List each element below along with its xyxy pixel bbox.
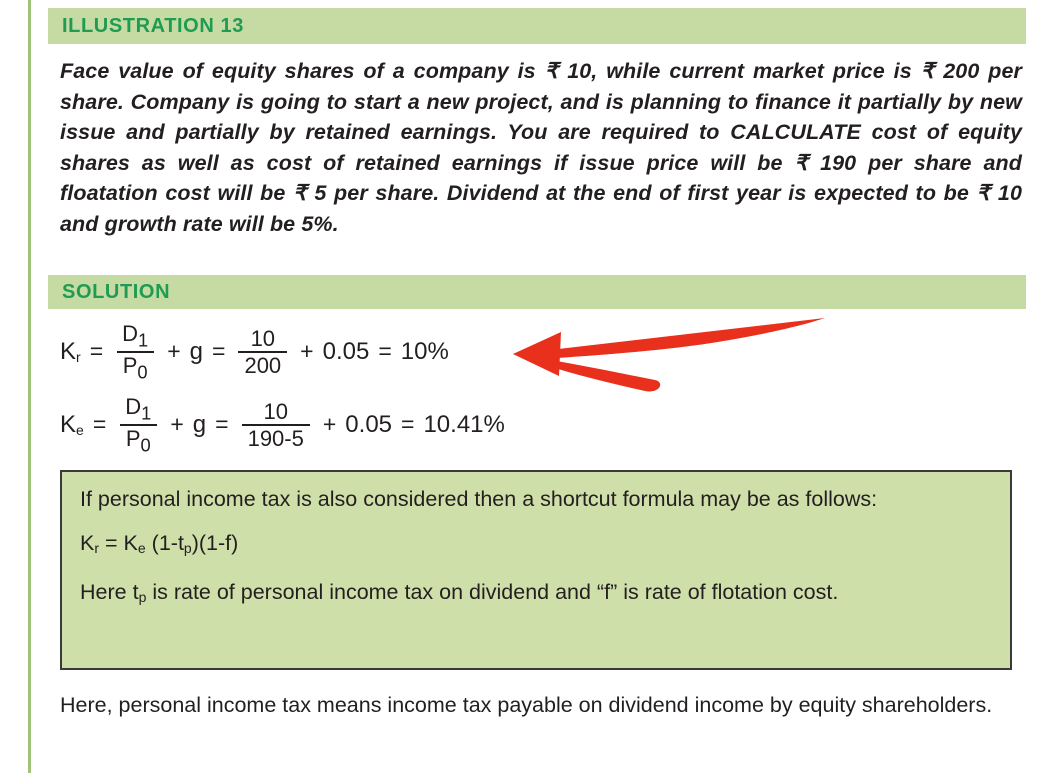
left-margin-rule xyxy=(28,0,31,773)
callout-formula xyxy=(80,528,992,563)
closing-paragraph: Here, personal income tax means income tax payable on dividend income by equity shareholders. xyxy=(60,693,993,717)
callout-equals: = xyxy=(105,531,118,555)
illustration-heading-band xyxy=(48,8,1026,44)
equals-sign: = xyxy=(92,411,107,438)
callout-line-1: If personal income tax is also considered then a shortcut formula may be as follows: xyxy=(80,487,878,511)
fraction-denominator: $P_0$ xyxy=(117,351,154,382)
formula-result-ke: 10.41% xyxy=(423,410,505,438)
formula-retained-earnings xyxy=(60,322,449,381)
fraction-numerator: $D_1$ xyxy=(125,394,152,424)
growth-symbol: g xyxy=(192,410,207,438)
plus-sign-2: + xyxy=(300,338,314,365)
red-arrow-annotation-icon xyxy=(495,306,845,401)
growth-value: 0.05 xyxy=(345,410,393,438)
fraction-denominator-value: 200 xyxy=(238,351,287,377)
question-paragraph: Face value of equity shares of a company is ₹ 10, while current market price is ₹ 200 per share. Company is going to start a new project, and is planning to finance it partially by new issue and partially by retained earnings. You are required to CALCULATE cost of equity shares as well as cost of retained earnings if issue price will be ₹ 190 per share and floatation cost will be ₹ 5 per share. Dividend at the end of first year is expected to be ₹ 10 and growth rate will be 5%. xyxy=(60,59,1022,236)
callout-line-3-subscript: p xyxy=(138,589,147,605)
fraction-numerator: $D_1$ xyxy=(122,321,149,351)
callout-line-3-prefix: Here t xyxy=(80,580,139,604)
callout-ke-symbol: $K_e$ xyxy=(123,531,146,556)
formula-symbol-kr: $K_r$ xyxy=(60,337,81,365)
shortcut-formula-callout xyxy=(60,470,1012,670)
fraction-10-190-5 xyxy=(242,400,310,450)
illustration-heading-label: ILLUSTRATION 13 xyxy=(62,14,244,37)
plus-sign: + xyxy=(170,411,184,438)
callout-line-3 xyxy=(80,577,992,612)
equals-sign-2: = xyxy=(212,338,226,365)
formula-result-kr: 10% xyxy=(400,337,449,365)
formula-symbol-ke: $K_e$ xyxy=(60,410,84,438)
fraction-10-200 xyxy=(238,327,287,377)
equals-sign-2: = xyxy=(215,411,229,438)
solution-heading-label: SOLUTION xyxy=(62,280,171,303)
growth-symbol: g xyxy=(189,337,204,365)
growth-value: 0.05 xyxy=(322,337,370,365)
plus-sign: + xyxy=(167,338,181,365)
callout-kr-symbol: $K_r$ xyxy=(80,531,100,556)
callout-line-3-suffix: is rate of personal income tax on dividend and “f” is rate of flotation cost. xyxy=(146,580,839,604)
equals-sign-3: = xyxy=(378,338,392,365)
equals-sign: = xyxy=(89,338,104,365)
fraction-d1-p0-2 xyxy=(119,395,157,454)
formula-cost-of-equity xyxy=(60,395,505,454)
fraction-denominator-value: 190-5 xyxy=(242,424,310,450)
plus-sign-2: + xyxy=(322,411,337,438)
callout-formula-rest: $(1-t_p)(1-f)$ xyxy=(151,531,239,556)
fraction-denominator: $P_0$ xyxy=(120,424,157,455)
fraction-numerator-value: 10 xyxy=(263,398,288,424)
solution-heading-band xyxy=(48,275,1026,309)
fraction-numerator-value: 10 xyxy=(250,325,276,351)
fraction-d1-p0 xyxy=(116,322,154,381)
equals-sign-3: = xyxy=(401,411,415,438)
